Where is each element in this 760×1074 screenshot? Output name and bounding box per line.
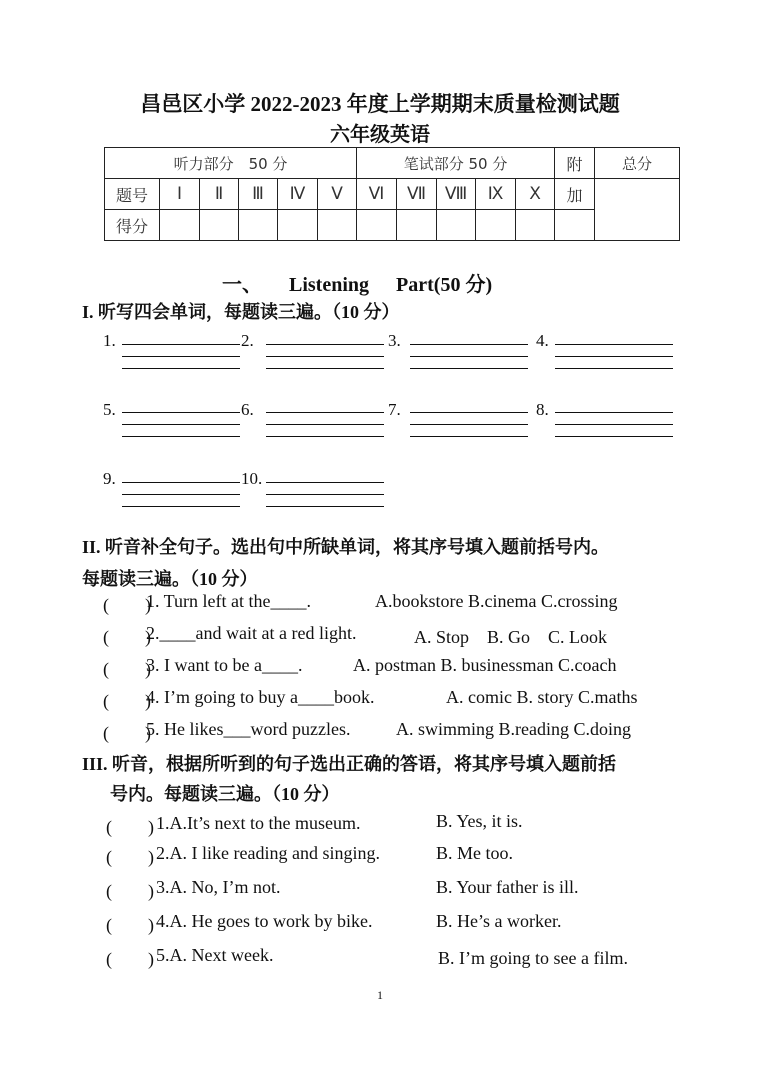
answer-bracket[interactable]: ( ) [106, 949, 154, 969]
section-number: Ⅸ [476, 179, 516, 210]
word-answer-lines[interactable] [410, 412, 528, 424]
question-options: A. postman B. businessman C.coach [353, 655, 617, 675]
section1-heading: I. 听写四会单词，每题读三遍。（10 分） [82, 302, 400, 322]
answer-bracket[interactable]: ( ) [106, 881, 154, 901]
word-number: 2. [241, 331, 254, 350]
answer-bracket[interactable]: ( ) [106, 817, 154, 837]
question-options: A. comic B. story C.maths [446, 687, 638, 707]
answer-bracket[interactable]: ( ) [103, 691, 151, 711]
section-number: Ⅰ [160, 179, 200, 210]
word-number: 9. [103, 469, 116, 488]
option-b: B. He’s a worker. [436, 911, 562, 931]
answer-bracket[interactable]: ( ) [103, 659, 151, 679]
word-number: 8. [536, 400, 549, 419]
score-cell[interactable] [476, 210, 516, 241]
question-options: A.bookstore B.cinema C.crossing [375, 591, 618, 611]
section-number: Ⅲ [239, 179, 278, 210]
question-text: 5. He likes___word puzzles. [146, 719, 351, 739]
part-one-heading [222, 268, 514, 297]
section2-heading: II. 听音补全句子。选出句中所缺单词，将其序号填入题前括号内。 [82, 537, 610, 557]
option-b: B. Your father is ill. [436, 877, 579, 897]
word-answer-lines[interactable] [555, 344, 673, 356]
section-number: Ⅴ [318, 179, 357, 210]
extra-header-1: 附 [555, 148, 595, 179]
question-text: 4. I’m going to buy a____book. [146, 687, 375, 707]
score-table [104, 147, 680, 241]
word-number: 6. [241, 400, 254, 419]
answer-bracket[interactable]: ( ) [106, 847, 154, 867]
score-cell[interactable] [437, 210, 476, 241]
question-text: 2.____and wait at a red light. [146, 623, 357, 643]
word-number: 4. [536, 331, 549, 350]
score-cell[interactable] [239, 210, 278, 241]
section-number: Ⅷ [437, 179, 476, 210]
score-cell[interactable] [160, 210, 200, 241]
word-answer-lines[interactable] [122, 412, 240, 424]
option-b: B. Me too. [436, 843, 514, 863]
option-b: B. Yes, it is. [436, 811, 523, 831]
option-a: 3.A. No, I’m not. [156, 877, 281, 897]
answer-bracket[interactable]: ( ) [106, 915, 154, 935]
listening-score-header: 听力部分 50 分 [105, 148, 357, 179]
section3-heading: III. 听音，根据所听到的句子选出正确的答语，将其序号填入题前括 [82, 754, 617, 774]
section-number: Ⅳ [278, 179, 318, 210]
answer-bracket[interactable]: ( ) [103, 627, 151, 647]
section-number: Ⅱ [200, 179, 239, 210]
word-answer-lines[interactable] [266, 412, 384, 424]
answer-bracket[interactable]: ( ) [103, 723, 151, 743]
exam-subtitle: 六年级英语 [330, 124, 430, 146]
question-text: 3. I want to be a____. [146, 655, 303, 675]
option-b: B. I’m going to see a film. [438, 948, 628, 968]
exam-title: 昌邑区小学 2022-2023 年度上学期期末质量检测试题 [140, 92, 620, 116]
part-one-word1: Listening [289, 274, 370, 296]
score-cell[interactable] [318, 210, 357, 241]
word-answer-lines[interactable] [266, 482, 384, 494]
score-cell[interactable] [397, 210, 437, 241]
section-number: Ⅶ [397, 179, 437, 210]
option-a: 5.A. Next week. [156, 945, 274, 965]
word-number: 3. [388, 331, 401, 350]
score-cell[interactable] [555, 210, 595, 241]
question-text: 1. Turn left at the____. [146, 591, 311, 611]
question-options: A. swimming B.reading C.doing [396, 719, 631, 739]
section3-heading-line2: 号内。每题读三遍。（10 分） [110, 784, 340, 804]
option-a: 4.A. He goes to work by bike. [156, 911, 373, 931]
score-cell[interactable] [516, 210, 555, 241]
written-score-header: 笔试部分 50 分 [357, 148, 555, 179]
question-options: A. Stop B. Go C. Look [414, 627, 608, 647]
word-number: 7. [388, 400, 401, 419]
word-answer-lines[interactable] [555, 412, 673, 424]
extra-header-2: 加 [555, 179, 595, 210]
score-row-label: 得分 [105, 210, 160, 241]
section-number: Ⅹ [516, 179, 555, 210]
word-number: 10. [241, 469, 263, 488]
word-answer-lines[interactable] [410, 344, 528, 356]
section2-heading-line2: 每题读三遍。（10 分） [82, 569, 258, 589]
word-answer-lines[interactable] [122, 344, 240, 356]
page-number: 1 [377, 988, 383, 1002]
total-header: 总分 [595, 148, 680, 179]
score-cell[interactable] [357, 210, 397, 241]
option-a: 2.A. I like reading and singing. [156, 843, 380, 863]
total-score-cell[interactable] [595, 179, 680, 241]
option-a: 1.A.It’s next to the museum. [156, 813, 361, 833]
part-one-prefix: 一、 [222, 274, 262, 296]
word-number: 5. [103, 400, 116, 419]
word-answer-lines[interactable] [266, 344, 384, 356]
question-number-label: 题号 [105, 179, 160, 210]
word-answer-lines[interactable] [122, 482, 240, 494]
section-number: Ⅵ [357, 179, 397, 210]
word-number: 1. [103, 331, 116, 350]
score-cell[interactable] [278, 210, 318, 241]
answer-bracket[interactable]: ( ) [103, 595, 151, 615]
part-one-word2: Part(50 分) [396, 274, 493, 296]
score-cell[interactable] [200, 210, 239, 241]
